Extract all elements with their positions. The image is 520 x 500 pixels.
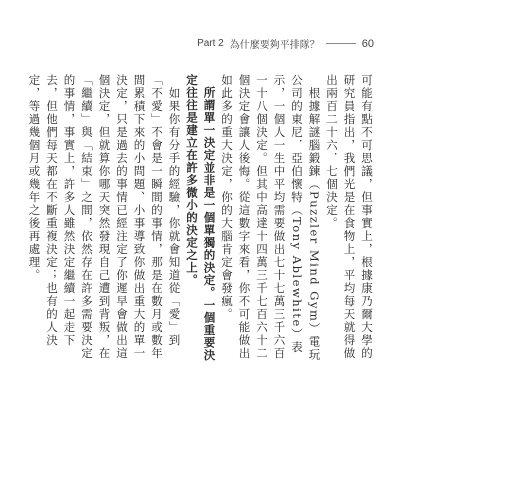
body-text <box>25 74 375 366</box>
page-number: 60 <box>361 37 374 50</box>
part-label: Part 2 <box>197 38 224 49</box>
paragraph-3-bold: 所謂單一決定並非是一個單獨的決定。一個重要決定往往是建立在許多微小的決定之上。 <box>185 74 217 362</box>
chapter-title: 為什麼要夠平排隊？ <box>229 40 320 51</box>
paragraph-2: 根據解謎腦鍛鍊（Puzzler Mind Gym）電玩公司的東尼．亞伯懷特（Tony Ablewhite）表示，一個人一生中平均需要做出七十七萬三千六百一十八個決定。但其中高達十四萬三千七百六十二個決定會讓人後悔。從這數字來看，你不可能做出如此多的重大決定，你的大腦肯定會發瘋。 <box>220 74 322 362</box>
paragraph-4: 如果你有分手的經驗，你就會知道從「愛」到「不愛」不會是一瞬間的事情，那是在數月或數年間累積下來的小問題、小事導致你做出重大的單一決定，只是過去的事情已經注定了你遲早會做出這個決定，但就算你哪天突然發現自己遭到背叛，在「繼續」與「結束」之間，依然存在許多需要決定的事情，事實上，許多人雖然決定繼續一起走下去，但他們每天都在不斷重複決定；也有的人決定，等過幾個月或幾年之後再處理。 <box>27 74 182 360</box>
page-header <box>197 36 374 51</box>
paragraph-1: 可能有點不可思議，但事實上，根據康乃爾大學的研究員指出，我們光是在食物上，平均每天就得做出兩百二十六．七個決定。 <box>325 74 374 360</box>
header-rule <box>326 43 356 44</box>
